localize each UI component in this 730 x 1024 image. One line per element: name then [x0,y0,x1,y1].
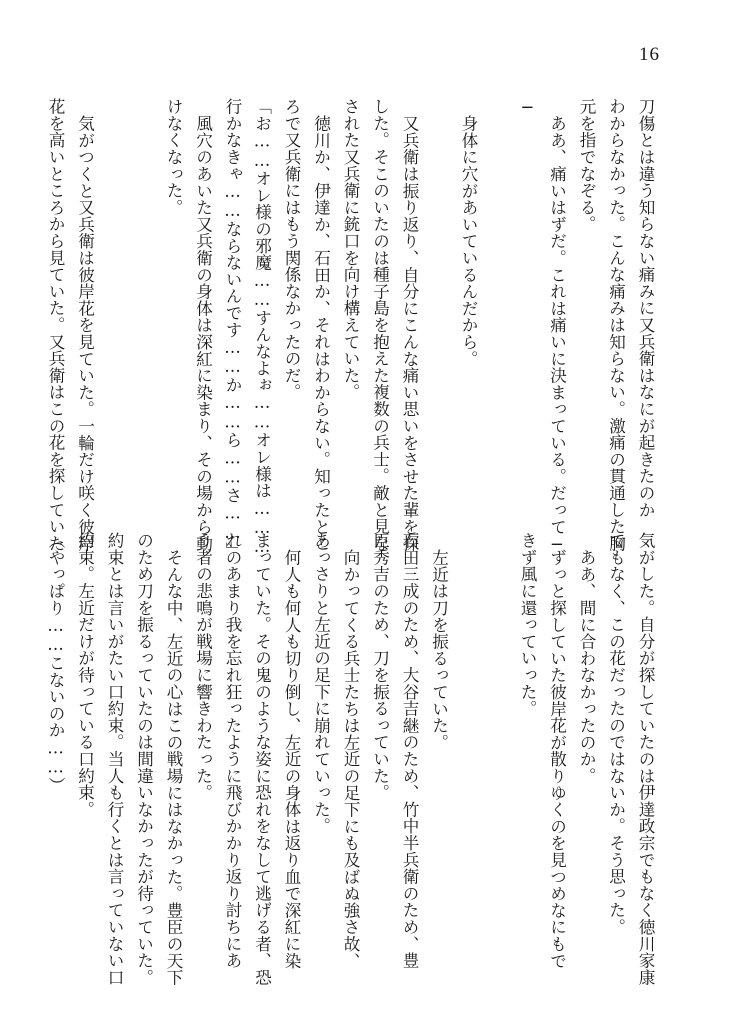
text-line: 又兵衛は振り返り、自分にこんな痛い思いをさせた輩を探 [400,114,419,552]
text-line: まっていた。その鬼のような姿に恐れをなして逃げる者、恐 [252,532,272,986]
text-line: そんな中、左近の心はこの戦場にはなかった。豊臣の天下 [164,548,183,986]
text-line: ろで又兵衛にはもう関係なかったのだ。 [282,98,301,401]
blank-line [424,98,454,496]
text-line: された又兵衛に銃口を向け構えていた。 [341,98,360,401]
text-line: ああ、痛いはずだ。これは痛いに決まっている。だって─ [547,114,567,554]
text-line: 何人も何人も切り倒し、左近の身体は返り血で深紅に染 [282,548,301,969]
text-block-lower [46,532,660,986]
text-line: あっさりと左近の足下に崩れていった。 [311,532,331,835]
blank-line [483,98,513,496]
text-line: ずっと探していた彼岸花が散りゆくのを見つめなにもで [547,548,567,969]
text-line: 約束。左近だけが待っている口約束。 [75,532,95,818]
text-line: れのあまり我を忘れ狂ったように飛びかかり返り討ちにあ [223,532,242,969]
text-line: きず風に還っていった。 [518,532,537,717]
text-line: 徳川か、伊達か、石田か、それはわからない。知ったとこ [311,114,331,552]
text-line: う者の悲鳴が戦場に響きわたった。 [193,532,213,801]
text-line: 石田三成のため、大谷吉継のため、竹中半兵衛のため、豊 [400,532,419,969]
text-line: わからなかった。こんな痛みは知らない。激痛の貫通した胸 [606,98,626,552]
blank-line [129,98,159,496]
text-line: 向かってくる兵士たちは左近の足下にも及ばぬ強さ故、 [341,548,360,969]
text-line: 行かなきゃ……ならないんです……か……ら……さ……」 [223,98,242,559]
text-line: 左近は刀を振るっていた。 [429,548,449,751]
text-line: でもなく、この花だったのではないか。そう思った。 [606,532,626,936]
page-number: 16 [639,44,660,65]
text-line: ああ、間に合わなかったのか。 [577,548,596,784]
text-line: 気がした。自分が探していたのは伊達政宗でもなく徳川家康 [636,532,655,986]
text-line: 約束とは言いがたい口約束。当人も行くとは言っていない口 [105,532,124,986]
blank-line [454,532,484,957]
text-block-upper [46,98,660,559]
text-line: 花を高いところから見ていた。又兵衛はこの花を探していた [46,98,65,552]
text-line: （やっぱり……こないのか……） [46,532,65,794]
text-line: 「お……オレ様の邪魔……すんなよぉ……オレ様は……… [252,98,272,557]
text-line: した。そこのいたのは種子島を抱えた複数の兵士。敵と見な [370,98,390,552]
text-line: 風穴のあいた又兵衛の身体は深紅に染まり、その場から動 [193,114,213,552]
text-line: のため刀を振るっていたのは間違いなかったが待っていた。 [134,532,154,986]
text-line: ─ [518,98,537,118]
text-line: 刀傷とは違う知らない痛みに又兵衛はなにが起きたのか [636,98,655,518]
text-line: 気がつくと又兵衛は彼岸花を見ていた。一輪だけ咲く彼岸 [75,114,95,552]
text-line: けなくなった。 [164,98,183,216]
text-line: 身体に穴があいているんだから。 [459,114,478,367]
blank-line [483,532,513,957]
blank-line [100,98,130,496]
text-line: 臣秀吉のため、刀を振るっていた。 [370,532,390,801]
text-line: 元を指でなぞる。 [577,98,596,233]
